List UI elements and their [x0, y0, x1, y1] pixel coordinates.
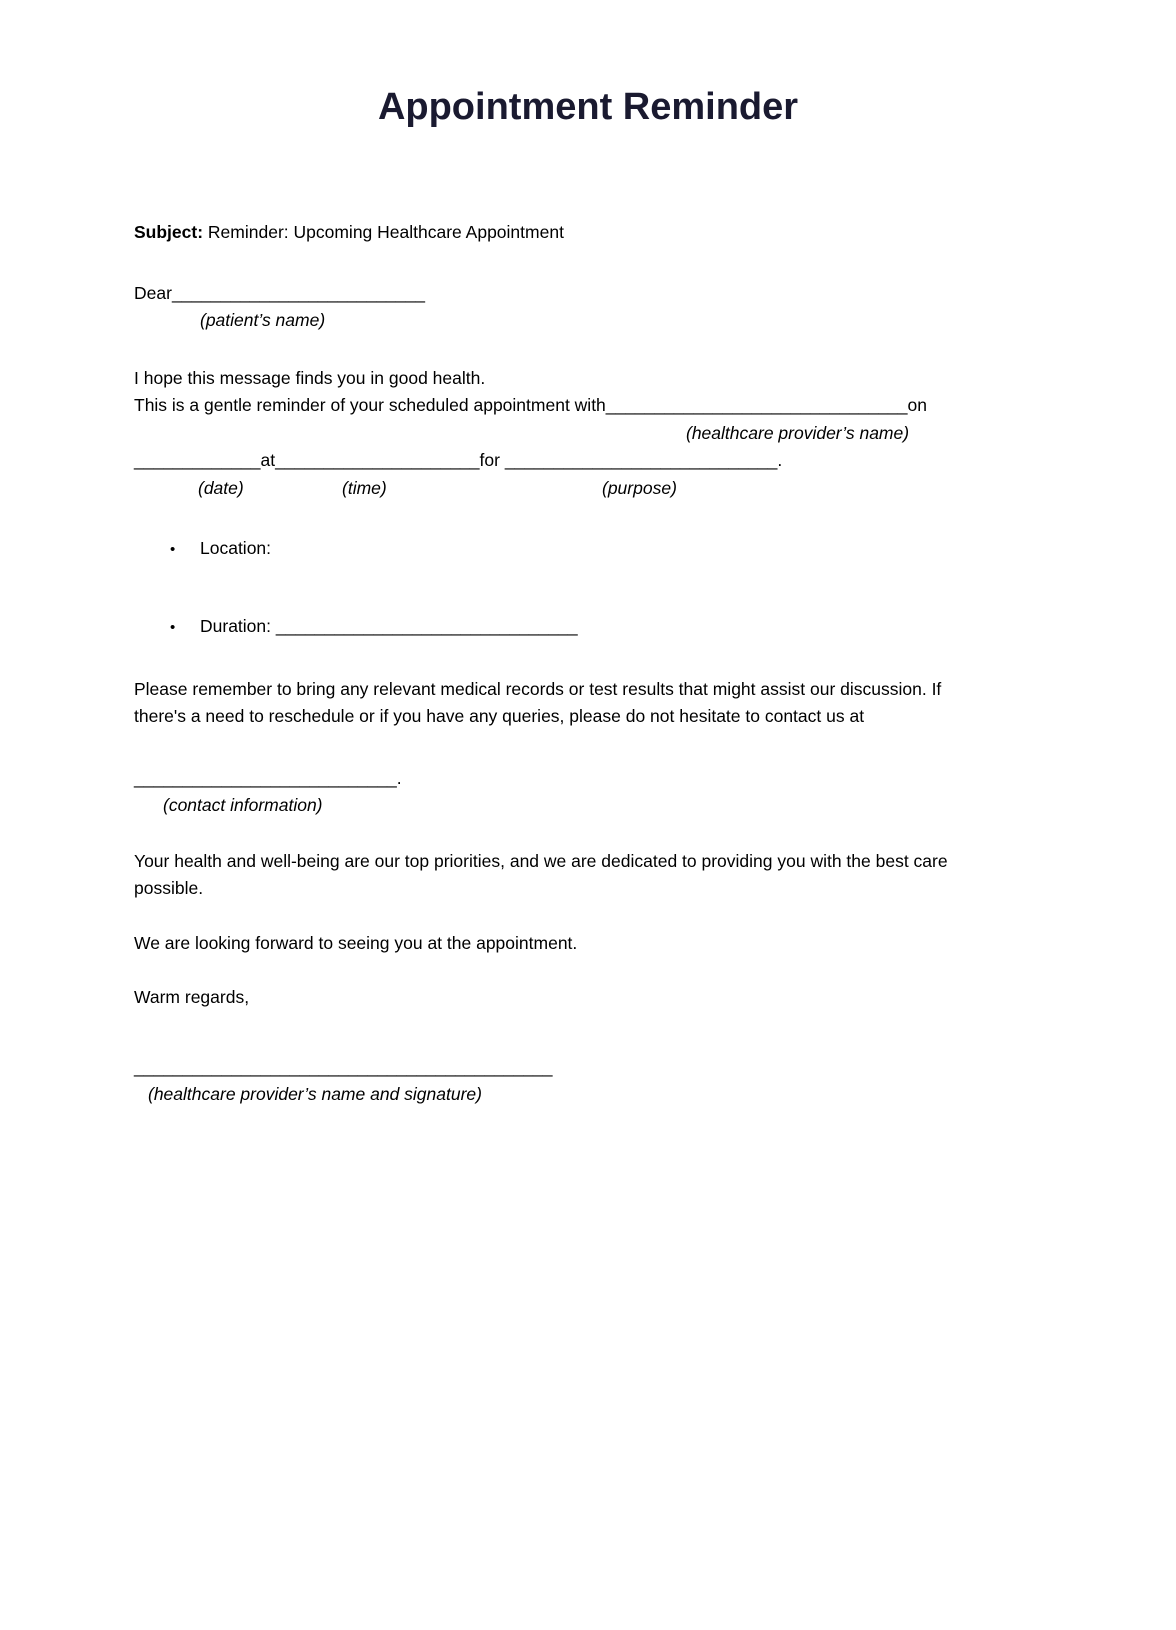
signature-hint: (healthcare provider’s name and signature) [148, 1084, 482, 1104]
location-bullet-item [134, 535, 1026, 564]
greeting-line [134, 280, 1026, 308]
schedule-period: . [777, 450, 783, 470]
subject-line [134, 219, 1026, 247]
purpose-hint: (purpose) [602, 477, 677, 498]
subject-value: Reminder: Upcoming Healthcare Appointment [203, 222, 564, 242]
records-line-2: there's a need to reschedule or if you have any queries, please do not hesitate to contact us at [134, 706, 865, 726]
at-word: at [260, 450, 276, 470]
provider-name-blank: _______________________________ [605, 395, 908, 415]
time-hint: (time) [342, 477, 387, 498]
contact-hint: (contact information) [163, 795, 323, 815]
duration-blank: _______________________________ [275, 616, 578, 636]
location-label: Location: [200, 537, 272, 558]
duration-line [200, 613, 578, 641]
duration-bullet-item [134, 613, 1026, 642]
opening-line-1: I hope this message finds you in good health. [134, 367, 486, 388]
provider-name-hint: (healthcare provider’s name) [686, 422, 910, 443]
page-title: Appointment Reminder [377, 86, 799, 128]
bullet-icon: • [170, 540, 176, 558]
letter-body [134, 219, 1026, 1109]
contact-blank-line [134, 765, 1026, 793]
reminder-text: This is a gentle reminder of your scheduled appointment with [134, 395, 606, 415]
for-word: for [479, 450, 505, 470]
contact-blank: ___________________________ [134, 767, 397, 788]
subject-label: Subject: [134, 222, 204, 242]
schedule-line [134, 447, 1026, 475]
records-line-1: Please remember to bring any relevant medical records or test results that might assist our discussion. If [134, 678, 942, 699]
greeting-prefix: Dear [134, 282, 172, 303]
patient-name-blank: __________________________ [171, 282, 425, 303]
patient-name-hint: (patient’s name) [200, 310, 326, 330]
duration-label: Duration: [200, 616, 276, 636]
contact-period: . [396, 767, 402, 788]
on-word: on [907, 395, 927, 415]
date-blank: _____________ [134, 450, 261, 470]
opening-paragraph [134, 365, 1026, 448]
bullet-icon: • [170, 619, 176, 636]
date-hint: (date) [198, 477, 244, 498]
closing-line: Warm regards, [134, 987, 250, 1007]
signature-blank: ___________________________________________ [134, 1056, 553, 1077]
wellbeing-paragraph: Your health and well-being are our top priorities, and we are dedicated to providing you with the best care possible. [134, 850, 948, 898]
purpose-blank: ____________________________ [504, 450, 778, 470]
records-paragraph [134, 676, 1026, 731]
time-blank: _____________________ [275, 450, 480, 470]
opening-line-2 [134, 392, 1026, 420]
schedule-hints-row [134, 475, 1026, 503]
looking-forward-paragraph: We are looking forward to seeing you at the appointment. [134, 932, 578, 953]
